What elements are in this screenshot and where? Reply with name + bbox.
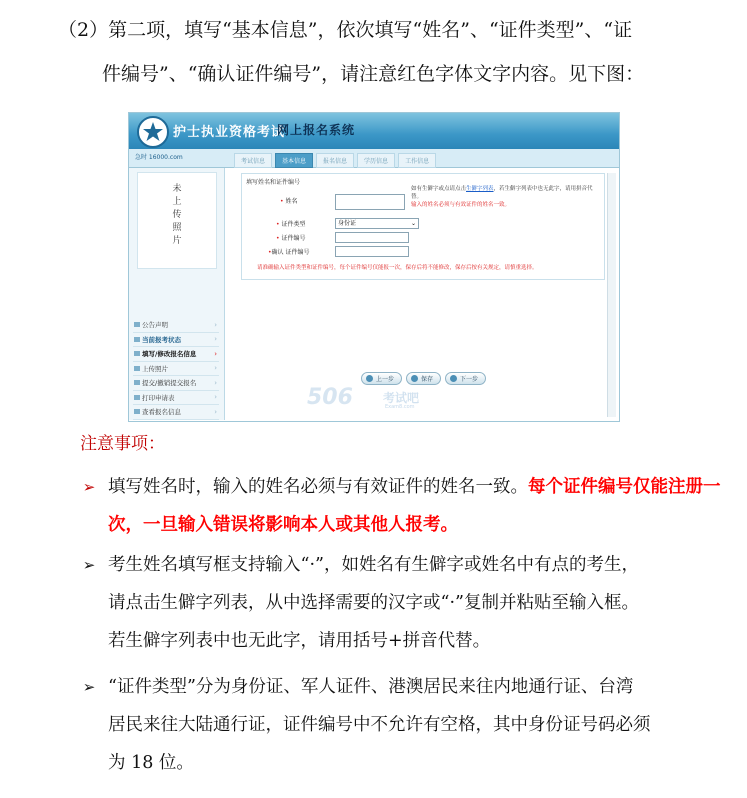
tab-basic-info[interactable]: 基本信息 bbox=[275, 153, 313, 168]
left-sidebar bbox=[129, 168, 225, 420]
note-item-3: ➢ “证件类型”分为身份证、军人证件、港澳居民来往内地通行证、台湾 居民来往大陆通行证，证件编号中不允许有空格，其中身份证号码必须 为 18 位。 bbox=[78, 668, 728, 782]
menu-item-icon bbox=[134, 409, 140, 414]
menu-item-icon bbox=[134, 395, 140, 400]
banner-subtitle: 网上报名系统 bbox=[277, 123, 356, 137]
step-instruction bbox=[58, 8, 708, 96]
id-type-select[interactable]: 身份证 ⌄ bbox=[335, 218, 419, 229]
sidebar-item-current-status[interactable]: 当前报考状态 › bbox=[133, 333, 219, 348]
sidebar-item-submit[interactable]: 提交/撤销提交报名 › bbox=[133, 376, 219, 391]
id-number-input[interactable] bbox=[335, 232, 409, 243]
confirm-id-label: •确认 证件编号 bbox=[268, 249, 310, 256]
note-item-1: ➢ 填写姓名时，输入的姓名必须与有效证件的姓名一致。每个证件编号仅能注册一次，一旦输入错误将影响本人或其他人报考。 bbox=[78, 468, 728, 544]
sidebar-item-print[interactable]: 打印申请表 › bbox=[133, 391, 219, 406]
name-hint: 如有生僻字或点请点击生僻字列表，若生僻字列表中也无此字，请用拼音代替。 输入的姓名必须与有效证件的姓名一致。 bbox=[411, 186, 593, 208]
watermark-brand: 考试吧 bbox=[383, 391, 420, 405]
scrollbar[interactable] bbox=[607, 173, 616, 417]
sidebar-item-announcement[interactable]: 公告声明 › bbox=[133, 318, 219, 333]
chevron-right-icon: › bbox=[214, 335, 217, 344]
chevron-right-icon: › bbox=[214, 393, 217, 402]
id-number-label: • 证件编号 bbox=[276, 235, 306, 242]
name-label: • 姓名 bbox=[280, 198, 298, 205]
chevron-right-icon: › bbox=[214, 407, 217, 416]
save-button[interactable]: 保存 bbox=[406, 372, 441, 385]
watermark-logo: 506 bbox=[307, 385, 353, 410]
name-warning: 输入的姓名必须与有效证件的姓名一致。 bbox=[411, 202, 511, 208]
arrow-bullet-icon: ➢ bbox=[82, 478, 96, 496]
chevron-right-icon: › bbox=[214, 349, 217, 358]
menu-item-icon bbox=[134, 322, 140, 327]
tab-education-info[interactable]: 学历信息 bbox=[357, 153, 395, 168]
chevron-down-icon: ⌄ bbox=[410, 220, 416, 227]
arrow-left-icon bbox=[366, 375, 373, 382]
tab-work-info[interactable]: 工作信息 bbox=[398, 153, 436, 168]
red-notice: 请准确输入证件类型和证件编号，每个证件编号仅能报一次，保存后将不能修改，保存后按有关规定，请慎重选择。 bbox=[257, 265, 538, 271]
menu-item-icon bbox=[134, 337, 140, 342]
sidebar-item-view-info[interactable]: 查看报名信息 › bbox=[133, 405, 219, 420]
note-warning-bold: 每个证件编号仅能注册一次，一旦输入错误将影响本人或其他人报考。 bbox=[108, 477, 721, 535]
star-logo-icon bbox=[137, 116, 169, 148]
menu-item-icon bbox=[134, 380, 140, 385]
rare-char-link[interactable]: 生僻字列表 bbox=[466, 186, 494, 192]
sidebar-item-fill-info[interactable]: 填写/修改报名信息 › bbox=[133, 347, 219, 362]
id-type-label: • 证件类型 bbox=[276, 221, 306, 228]
menu-item-icon bbox=[134, 366, 140, 371]
save-icon bbox=[411, 375, 418, 382]
system-banner bbox=[129, 113, 619, 149]
menu-item-icon bbox=[134, 351, 140, 356]
chevron-right-icon: › bbox=[214, 378, 217, 387]
form-header: 填写姓名和证件编号 bbox=[246, 179, 301, 186]
prev-step-button[interactable]: 上一步 bbox=[361, 372, 402, 385]
arrow-right-icon bbox=[450, 375, 457, 382]
form-buttons bbox=[361, 372, 486, 385]
sidebar-item-payment[interactable] bbox=[133, 420, 219, 423]
arrow-bullet-icon: ➢ bbox=[82, 678, 96, 696]
confirm-id-input[interactable] bbox=[335, 246, 409, 257]
step-line-2: 件编号”、“确认证件编号”，请注意红色字体文字内容。见下图： bbox=[102, 63, 645, 85]
chevron-right-icon: › bbox=[214, 320, 217, 329]
chevron-right-icon: › bbox=[214, 364, 217, 373]
note-item-2: ➢ 考生姓名填写框支持输入“·”，如姓名有生僻字或姓名中有点的考生， 请点击生僻字列表，从中选择需要的汉字或“·”复制并粘贴至输入框。 若生僻字列表中也无此字，请用括号+拼音代替。 bbox=[78, 546, 728, 660]
sidebar-item-upload-photo[interactable]: 上传照片 › bbox=[133, 362, 219, 377]
tab-application-info[interactable]: 报名信息 bbox=[316, 153, 354, 168]
banner-title: 护士执业资格考试 bbox=[173, 125, 286, 140]
sidebar-menu bbox=[133, 318, 219, 422]
next-step-button[interactable]: 下一步 bbox=[445, 372, 486, 385]
watermark-url: Exam8.com bbox=[385, 404, 415, 410]
step-line-1: （2）第二项，填写“基本信息”，依次填写“姓名”、“证件类型”、“证 bbox=[58, 19, 633, 41]
name-input[interactable] bbox=[335, 194, 405, 210]
form-tabs bbox=[234, 153, 436, 168]
tab-exam-info[interactable]: 考试信息 bbox=[234, 153, 272, 168]
notes-title: 注意事项： bbox=[80, 434, 165, 454]
hotline-text: 急时 16000.com bbox=[135, 154, 183, 161]
photo-status-text: 未上传照片 bbox=[172, 184, 182, 246]
arrow-bullet-icon: ➢ bbox=[82, 556, 96, 574]
photo-placeholder bbox=[137, 172, 217, 269]
embedded-screenshot bbox=[128, 112, 620, 422]
